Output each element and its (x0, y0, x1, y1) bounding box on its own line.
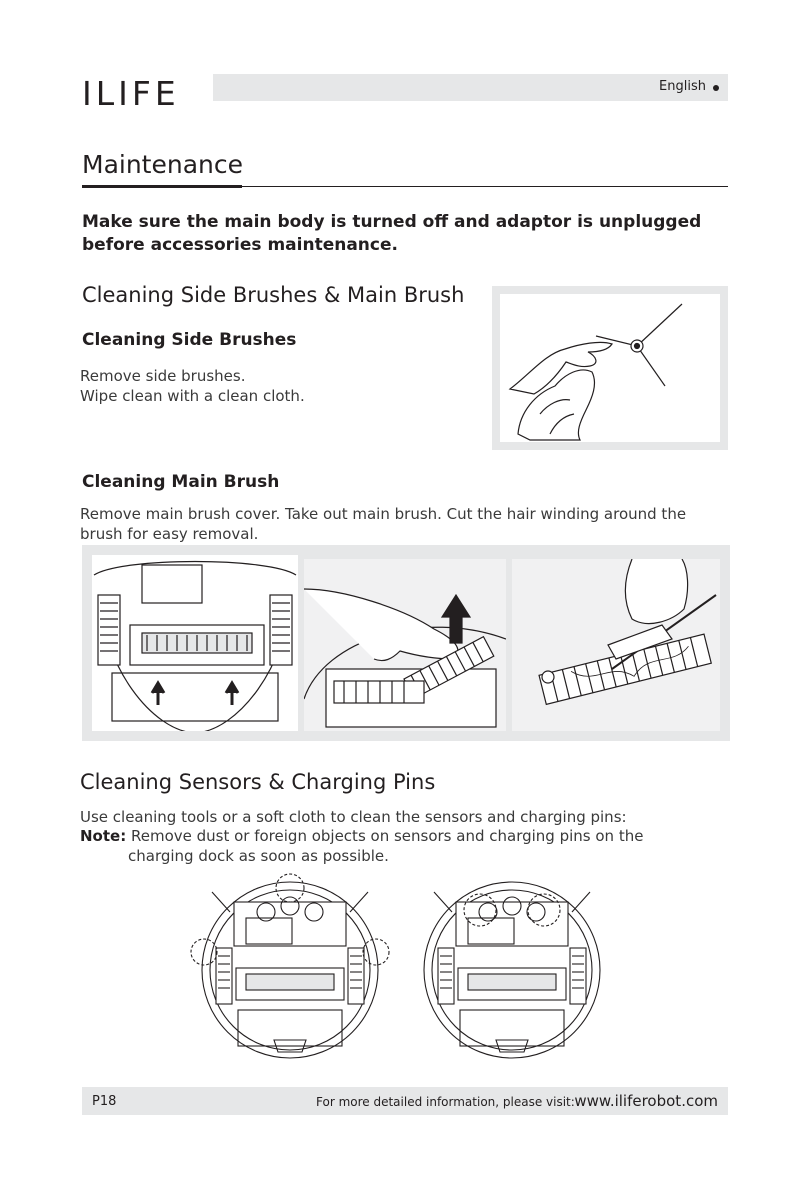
sensor-cleaning-instructions: Use cleaning tools or a soft cloth to clean the sensors and charging pins: (80, 808, 627, 826)
up-arrow-icon (226, 683, 238, 705)
side-brush-step-2: Wipe clean with a clean cloth. (80, 387, 305, 405)
main-brush-instructions: Remove main brush cover. Take out main brush. Cut the hair winding around the brush for easy removal. (80, 505, 687, 543)
remove-brush-illustration (304, 559, 506, 731)
brand-logo: ILIFE (82, 74, 180, 113)
sensor-note (80, 826, 643, 846)
language-bar (213, 74, 728, 101)
main-brush-illustration-strip (82, 545, 730, 741)
note-label: Note: (80, 827, 127, 845)
safety-warning: Make sure the main body is turned off and adaptor is unplugged before accessories maintenance. (82, 212, 702, 255)
section-heading-sensors: Cleaning Sensors & Charging Pins (80, 770, 436, 794)
page-title: Maintenance (82, 150, 243, 179)
footer-bar (82, 1087, 728, 1115)
language-label: English (659, 79, 706, 94)
website-link[interactable]: www.iliferobot.com (574, 1092, 718, 1110)
bullet-icon (713, 85, 719, 91)
subheading-main-brush: Cleaning Main Brush (82, 472, 280, 492)
subheading-side-brushes: Cleaning Side Brushes (82, 330, 297, 350)
side-brush-illustration (500, 294, 720, 442)
note-line-2: charging dock as soon as possible. (128, 847, 389, 865)
up-arrow-icon (152, 683, 164, 705)
robot-underside-illustration (92, 555, 298, 731)
robot-sensors-illustration (190, 872, 390, 1062)
side-brush-step-1: Remove side brushes. (80, 367, 246, 385)
section-heading-brushes: Cleaning Side Brushes & Main Brush (82, 283, 465, 307)
footer-info-text: For more detailed information, please visit: (316, 1095, 575, 1109)
cut-hair-illustration (512, 559, 720, 731)
page-number: P18 (92, 1094, 117, 1109)
robot-charging-pins-illustration (412, 872, 612, 1062)
title-underline (82, 185, 242, 188)
brush-arm-icon (637, 346, 665, 386)
side-brush-illustration-frame (492, 286, 728, 450)
note-line-1: Remove dust or foreign objects on sensors and charging pins on the (130, 827, 644, 845)
brush-arm-icon (637, 304, 682, 346)
